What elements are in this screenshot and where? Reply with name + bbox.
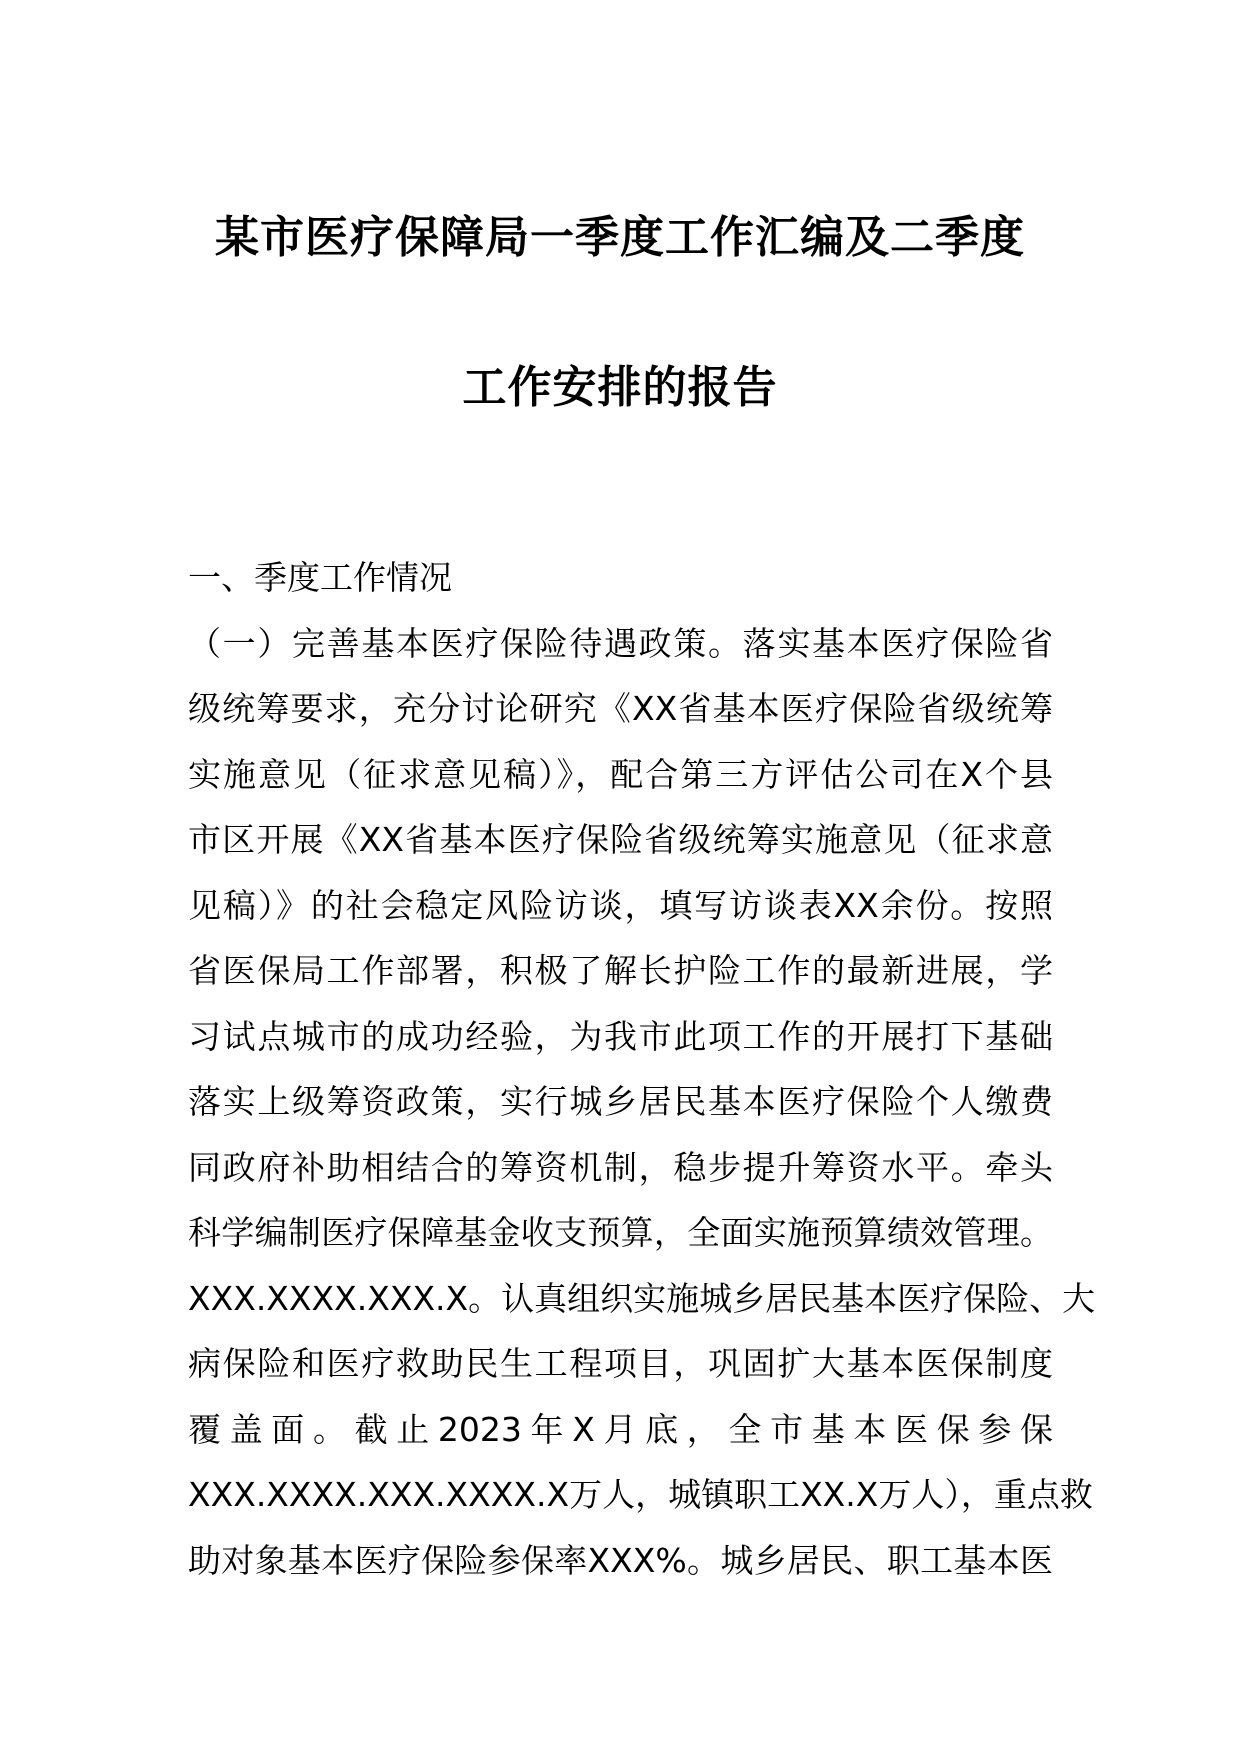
document-title-line-2: 工作安排的报告 <box>462 362 778 413</box>
paragraph-line: 市区开展《XX省基本医疗保险省级统筹实施意见（征求意 <box>188 820 1053 859</box>
paragraph-line: XXX.XXXX.XXX.X。认真组织实施城乡居民基本医疗保险、大 <box>188 1278 1096 1318</box>
paragraph-line: 省医保局工作部署，积极了解长护险工作的最新进展，学 <box>188 951 1053 990</box>
paragraph-line: 实施意见（征求意见稿）》，配合第三方评估公司在X个县 <box>188 754 1053 794</box>
paragraph-line: 科学编制医疗保障基金收支预算，全面实施预算绩效管理。 <box>188 1213 1053 1252</box>
paragraph-line: 级统筹要求，充分讨论研究《XX省基本医疗保险省级统筹 <box>188 689 1053 728</box>
paragraph-line: 覆盖面。截止2023年X月底，全市基本医保参保 <box>188 1409 1053 1449</box>
paragraph-line: 病保险和医疗救助民生工程项目，巩固扩大基本医保制度 <box>188 1344 1053 1383</box>
paragraph-line: 同政府补助相结合的筹资机制，稳步提升筹资水平。牵头 <box>188 1147 1053 1187</box>
paragraph-line: 助对象基本医疗保险参保率XXX%。城乡居民、职工基本医 <box>188 1540 1053 1580</box>
paragraph-line: 见稿）》的社会稳定风险访谈，填写访谈表XX余份。按照 <box>188 885 1053 925</box>
paragraph-line: 落实上级筹资政策，实行城乡居民基本医疗保险个人缴费 <box>188 1082 1053 1121</box>
paragraph-line: XXX.XXXX.XXX.XXXX.X万人，城镇职工XX.X万人），重点救 <box>188 1475 1093 1514</box>
paragraph-line: 习试点城市的成功经验，为我市此项工作的开展打下基础 <box>188 1016 1053 1056</box>
section-heading: 一、季度工作情况 <box>188 558 452 597</box>
document-title-line-1: 某市医疗保障局一季度工作汇编及二季度 <box>215 212 1025 263</box>
paragraph-line: （一）完善基本医疗保险待遇政策。落实基本医疗保险省 <box>188 623 1053 663</box>
document-body <box>188 545 1096 1593</box>
